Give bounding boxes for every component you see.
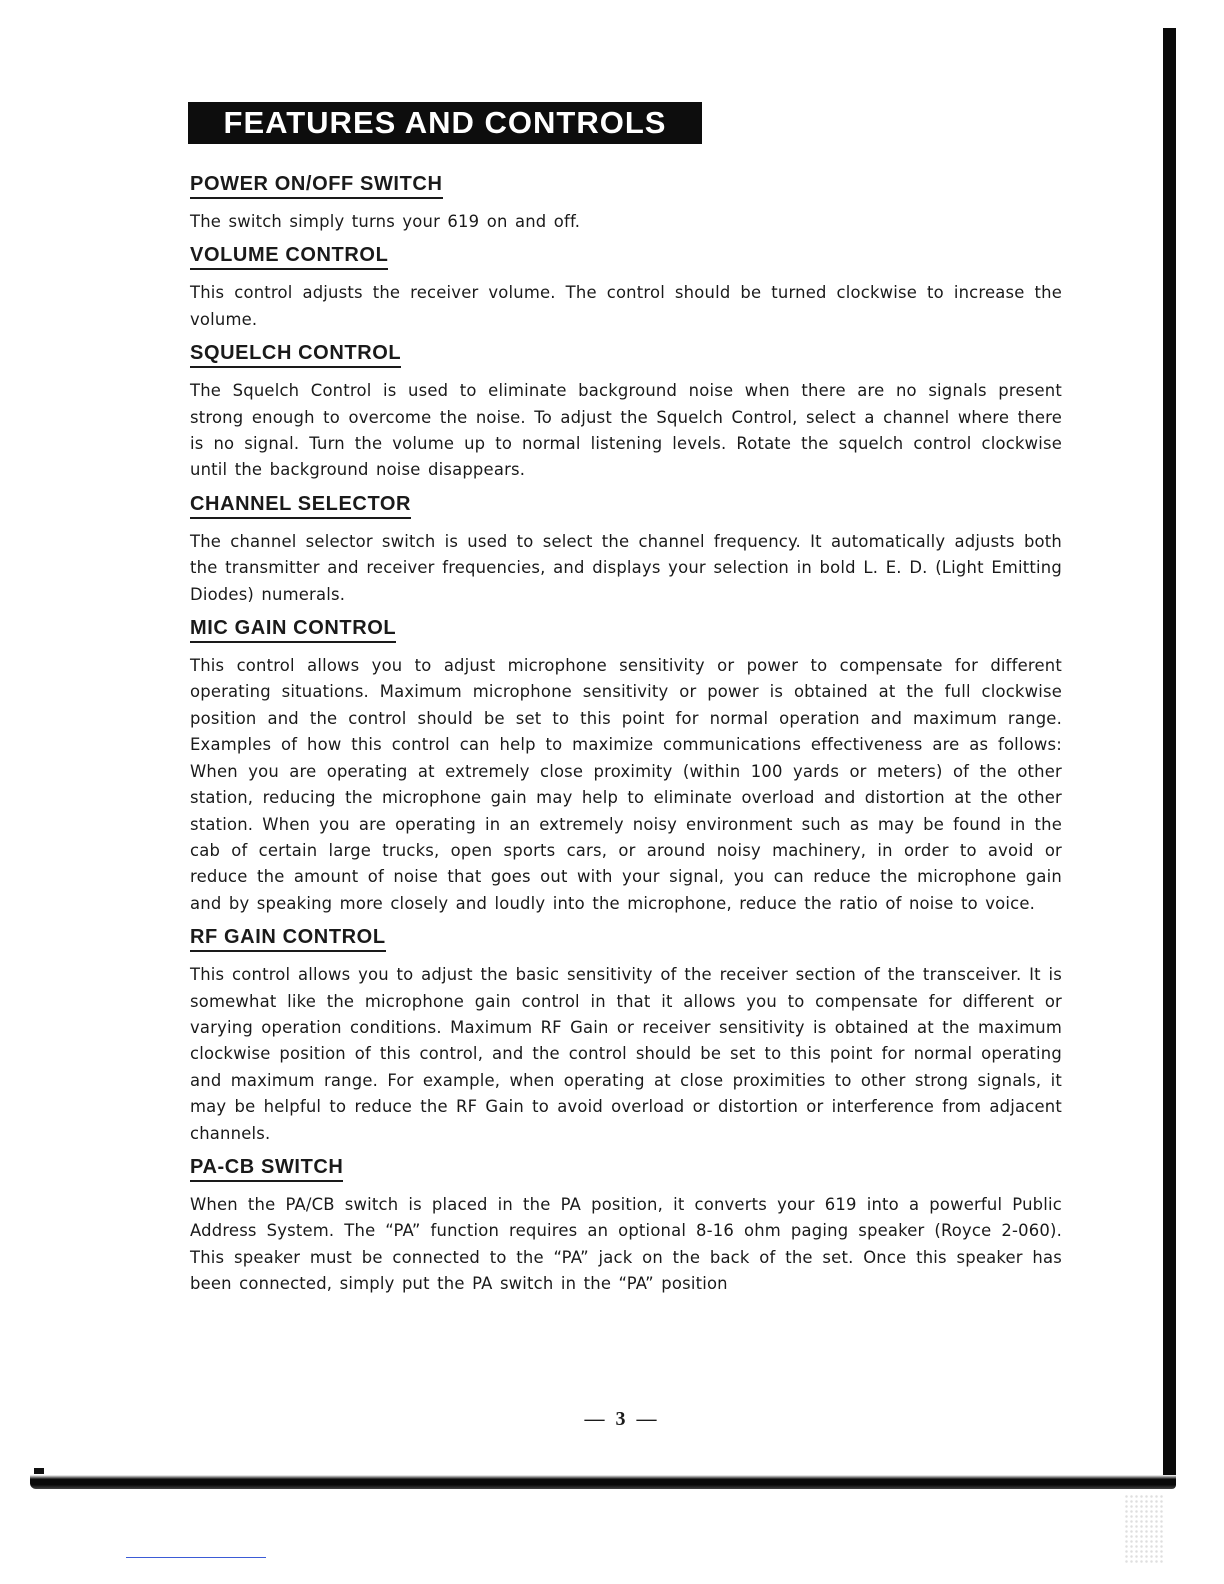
section-pa-cb-switch bbox=[190, 1155, 1062, 1298]
scan-corner-mark bbox=[34, 1468, 44, 1474]
section-heading: MIC GAIN CONTROL bbox=[190, 616, 396, 643]
section-body: The Squelch Control is used to eliminate background noise when there are no signals present strong enough to overcome the noise. To adjust the Squelch Control, select a channel where there is no signal. Turn the volume up to normal listening levels. Rotate the squelch control clockwise until the background noise disappears. bbox=[190, 381, 1062, 480]
page-title: FEATURES AND CONTROLS bbox=[188, 102, 702, 144]
section-body: The switch simply turns your 619 on and off. bbox=[190, 212, 581, 231]
section-body: This control adjusts the receiver volume. The control should be turned clockwise to increase the volume. bbox=[190, 283, 1062, 329]
section-heading: CHANNEL SELECTOR bbox=[190, 492, 411, 519]
section-heading: RF GAIN CONTROL bbox=[190, 925, 386, 952]
page-number: — 3 — bbox=[584, 1408, 660, 1430]
section-body: This control allows you to adjust microphone sensitivity or power to compensate for different operating situations. Maximum microphone sensitivity or power is obtained at the full clockwise position and the control should be set to this point for normal operation and maximum range. Examples of how this control can help to maximize communications effectiveness are as follows: When you are operating at extremely close proximity (within 100 yards or meters) of the other station, reducing the microphone gain may help to eliminate overload and distortion at the other station. When you are operating in an extremely noisy environment such as may be found in the cab of certain large trucks, open sports cars, or around noisy machinery, in order to avoid or reduce the amount of noise that goes out with your signal, you can reduce the microphone gain and by speaking more closely and loudly into the microphone, reduce the ratio of noise to voice. bbox=[190, 656, 1062, 913]
section-rf-gain-control bbox=[190, 925, 1062, 1147]
section-mic-gain-control bbox=[190, 616, 1062, 917]
section-volume-control bbox=[190, 243, 1062, 333]
section-squelch-control bbox=[190, 341, 1062, 484]
section-heading: POWER ON/OFF SWITCH bbox=[190, 172, 443, 199]
section-heading: VOLUME CONTROL bbox=[190, 243, 388, 270]
scan-edge-bottom bbox=[30, 1475, 1176, 1489]
section-body: The channel selector switch is used to select the channel frequency. It automatically adjusts both the transmitter and receiver frequencies, and displays your selection in bold L. E. D. (Light Emitting Diodes) numerals. bbox=[190, 531, 1062, 604]
features-content bbox=[190, 172, 1062, 1306]
section-heading: PA-CB SWITCH bbox=[190, 1155, 343, 1182]
footer-rule bbox=[126, 1557, 266, 1558]
section-body: This control allows you to adjust the basic sensitivity of the receiver section of the transceiver. It is somewhat like the microphone gain control in that it allows you to compensate for different or varying operation conditions. Maximum RF Gain or receiver sensitivity is obtained at the maximum clockwise position of this control, and the control should be set to this point for normal operating and maximum range. For example, when operating at close proximities to other strong signals, it may be helpful to reduce the RF Gain to avoid overload or distortion or interference from adjacent channels. bbox=[190, 965, 1062, 1143]
section-power-switch bbox=[190, 172, 1062, 235]
scan-edge-right bbox=[1163, 28, 1176, 1480]
scan-speckle bbox=[1124, 1494, 1164, 1564]
section-heading: SQUELCH CONTROL bbox=[190, 341, 401, 368]
section-body: When the PA/CB switch is placed in the PA position, it converts your 619 into a powerful Public Address System. The “PA” function requires an optional 8-16 ohm paging speaker (Royce 2-060). This speaker must be connected to the “PA” jack on the back of the set. Once this speaker has been connected, simply put the PA switch in the “PA” position bbox=[190, 1194, 1062, 1294]
section-channel-selector bbox=[190, 492, 1062, 608]
